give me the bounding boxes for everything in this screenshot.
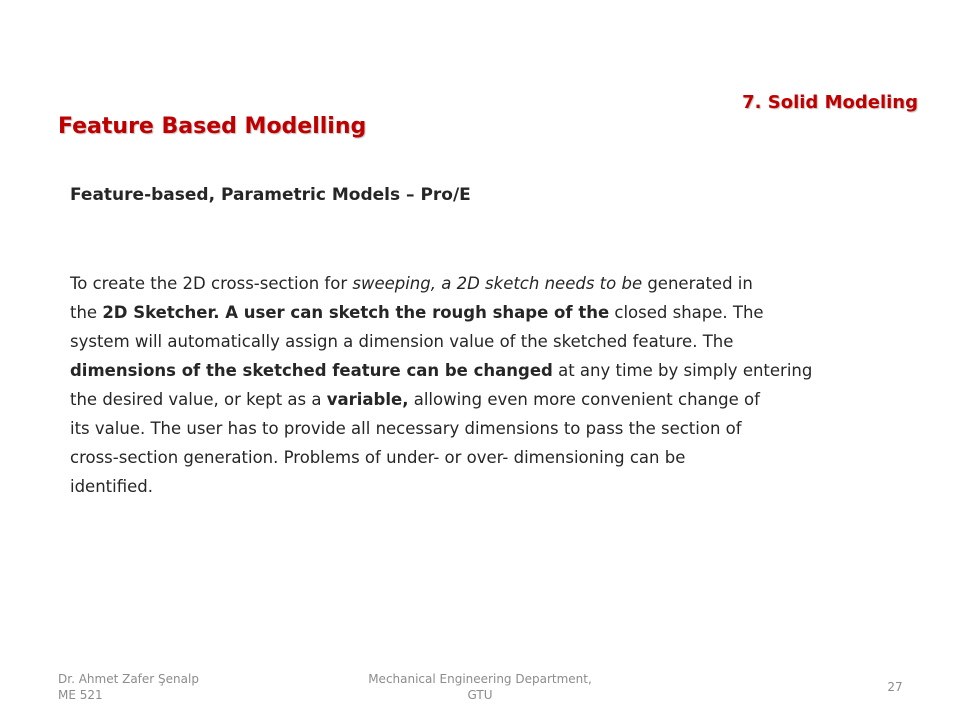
text-run: at any time by simply entering [552, 361, 813, 380]
bold-run: 2D Sketcher. A user can sketch the rough shape of the [102, 303, 610, 322]
text-run: allowing even more convenient change of [408, 390, 760, 409]
institution-name: GTU [467, 688, 493, 702]
text-run: closed shape. The [609, 303, 764, 322]
text-run: the [70, 303, 103, 322]
body-line-1 [70, 269, 890, 298]
text-run: identified. [70, 477, 153, 496]
page-number: 27 [887, 680, 903, 694]
text-run: the desired value, or kept as a [70, 390, 327, 409]
footer-department [330, 671, 630, 703]
footer-author [58, 671, 199, 703]
body-line-2 [70, 298, 890, 327]
text-run: system will automatically assign a dimension value of the sketched feature. The [70, 332, 734, 351]
text-run: To create the 2D cross-section for [70, 274, 353, 293]
body-line-6 [70, 414, 890, 443]
slide-title: Feature Based Modelling [58, 114, 367, 139]
text-run: generated in [642, 274, 753, 293]
body-line-5 [70, 385, 890, 414]
body-line-4 [70, 356, 890, 385]
section-title: 7. Solid Modeling [742, 92, 918, 113]
slide-subtitle: Feature-based, Parametric Models – Pro/E [70, 185, 471, 205]
text-run: its value. The user has to provide all necessary dimensions to pass the section of [70, 419, 742, 438]
body-line-7 [70, 443, 890, 472]
department-name: Mechanical Engineering Department, [368, 672, 592, 686]
course-code: ME 521 [58, 688, 103, 702]
bold-run: variable, [326, 390, 409, 409]
bold-run: dimensions of the sketched feature can be changed [70, 361, 553, 380]
italic-run: sweeping, a 2D sketch needs to be [352, 274, 643, 293]
text-run: cross-section generation. Problems of under- or over- dimensioning can be [70, 448, 686, 467]
author-name: Dr. Ahmet Zafer Şenalp [58, 672, 199, 686]
body-line-8 [70, 472, 890, 501]
body-paragraph [70, 269, 890, 501]
body-line-3 [70, 327, 890, 356]
